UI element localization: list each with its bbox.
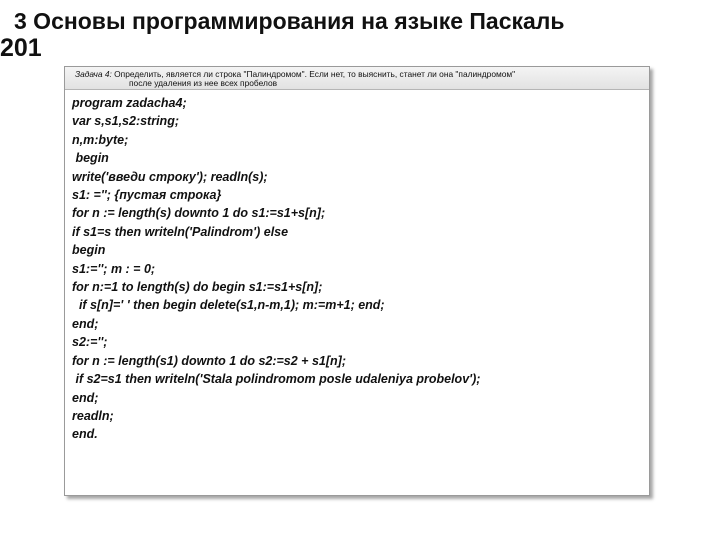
code-line: end.: [72, 427, 98, 442]
code-line: n,m:byte;: [72, 132, 129, 147]
code-line: write('введи строку'); readln(s);: [72, 169, 268, 184]
code-line: for n := length(s1) downto 1 do s2:=s2 + s1[n];: [72, 353, 346, 368]
code-line: end;: [72, 316, 99, 331]
code-line: for n:=1 to length(s) do begin s1:=s1+s[n];: [72, 280, 323, 295]
code-line: readln;: [72, 408, 114, 423]
code-line: begin: [72, 243, 106, 258]
code-panel: [64, 66, 650, 496]
code-listing: [72, 94, 480, 444]
code-line: s2:='';: [72, 335, 108, 350]
code-line: var s,s1,s2:string;: [72, 114, 179, 129]
task-text: Определить, является ли строка "Палиндромом". Если нет, то выяснить, станет ли она "палиндромом": [111, 69, 516, 79]
code-line: if s[n]=' ' then begin delete(s1,n-m,1); m:=m+1; end;: [72, 298, 385, 313]
slide-title: 3 Основы программирования на языке Паскаль: [14, 8, 565, 34]
task-label: Задача 4:: [75, 69, 112, 79]
code-line: program zadacha4;: [72, 96, 187, 110]
code-line: begin: [72, 151, 109, 166]
code-line: s1: =''; {пустая строка}: [72, 188, 222, 203]
code-line: if s1=s then writeln('Palindrom') else: [72, 224, 289, 239]
task-text-line-2: после удаления из нее всех пробелов: [129, 78, 278, 88]
code-line: end;: [72, 390, 99, 405]
code-line: for n := length(s) downto 1 do s1:=s1+s[n];: [72, 206, 326, 221]
slide-number: 201: [0, 34, 42, 62]
code-line: if s2=s1 then writeln('Stala polindromom posle udaleniya probelov');: [72, 372, 481, 387]
task-description: [65, 67, 649, 90]
code-line: s1:=''; m : = 0;: [72, 261, 156, 276]
